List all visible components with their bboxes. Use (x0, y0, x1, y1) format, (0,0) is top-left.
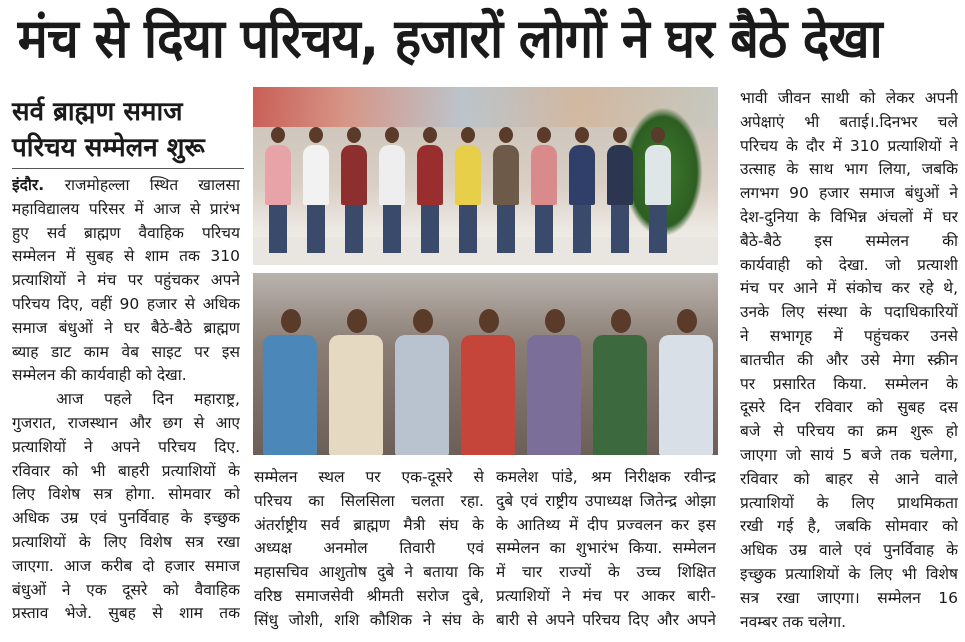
dateline: इंदौर. (12, 176, 65, 194)
text-line: दूसरे दिन रविवार को सुबह दस (740, 398, 958, 417)
person-figure (395, 335, 449, 455)
person-figure (461, 335, 515, 455)
text-span: राजमोहल्ला स्थित खालसा (64, 176, 240, 194)
text-line: देश-दुनिया के विभिन्न अंचलों में घर (740, 207, 958, 226)
article-column-2 (254, 466, 484, 633)
text-line: रविवार को बाहर से आने वाले (740, 469, 958, 488)
text-line: वरिष्ठ समाजसेवी श्रीमती सरोज दुबे, (254, 586, 484, 605)
text-line: लगभग 90 हजार समाज बंधुओं ने (740, 184, 958, 203)
text-line: अधिक उम्र वाले एवं पुनर्विवाह के (740, 541, 958, 560)
person-figure (263, 335, 317, 455)
text-line: नवम्बर तक चलेगा. (740, 612, 847, 631)
text-line: अंतर्राष्ट्रीय सर्व ब्राह्मण मैत्री संघ के (254, 515, 484, 534)
article-column-4 (740, 87, 958, 634)
text-line: कमलेश पांडे, श्रम निरीक्षक रवीन्द्र (496, 468, 716, 486)
text-line: सत्र रखा जाएगा। सम्मेलन 16 (740, 588, 958, 607)
person-figure (455, 145, 481, 205)
text-line: अधिक उम्र एवं पुनर्विवाह के इच्छुक (12, 509, 240, 528)
person-figure (569, 145, 595, 205)
person-figure (417, 145, 443, 205)
text-line: रविवार को भी बाहरी प्रत्याशियों के (12, 461, 240, 480)
text-line: बातचीत की और उसे मेगा स्क्रीन (740, 350, 958, 369)
text-line: उनके लिए संस्था के पदाधिकारियों (740, 303, 958, 322)
text-line: इच्छुक प्रत्याशियों के लिए भी विशेष (740, 564, 958, 583)
text-line: के आतिथ्य में दीप प्रज्वलन कर इस (496, 515, 716, 534)
headline: मंच से दिया परिचय, हजारों लोगों ने घर बैठे देखा (17, 7, 882, 70)
subheadline-line: परिचय सम्मेलन शुरू (12, 133, 205, 163)
text-line: ब्याह डाट काम वेब साइट पर इस (12, 342, 240, 361)
text-line: प्रत्याशियों ने मंच पर आकर बारी- (496, 586, 716, 605)
text-line: गुजरात, राजस्थान और छग से आए (12, 413, 240, 432)
person-figure (659, 335, 713, 455)
person-figure (329, 335, 383, 455)
text-line: पर प्रसारित किया. सम्मेलन के (740, 374, 958, 393)
person-figure (645, 145, 671, 205)
text-line: ने सभागृह में पहुंचकर उनसे (740, 326, 958, 345)
text-line: जाएगा. आज करीब दो हजार समाज (12, 556, 240, 575)
text-line: में चार राज्यों के उच्च शिक्षित (496, 563, 716, 582)
person-figure (341, 145, 367, 205)
text-line: प्रत्याशियों के लिए विशेष सत्र रखा (12, 532, 240, 551)
text-line: जाएगा जो सायं 5 बजे तक चलेगा, (740, 445, 958, 464)
text-line: सम्मेलन की कार्यवाही को देखा. (12, 366, 187, 385)
text-line (12, 174, 240, 198)
stage-photo (253, 87, 718, 265)
text-line: सम्मेलन का शुभारंभ किया. सम्मेलन (496, 539, 716, 558)
text-line: लिए विशेष सत्र होगा. सोमवार को (12, 485, 240, 504)
article-column-1 (12, 174, 240, 626)
text-line: परिचय का सिलसिला चलता रहा. (254, 491, 484, 510)
text-line: दुबे एवं राष्ट्रीय उपाध्यक्ष जितेन्द्र ओझा (496, 491, 716, 510)
text-line: बंधुओं ने एक दूसरे को वैवाहिक (12, 580, 240, 599)
text-line: बजे से परिचय का क्रम शुरू हो (740, 422, 958, 441)
text-line: सिंधु जोशी, शशि कौशिक ने संघ के (254, 610, 484, 629)
text-line: भावी जीवन साथी को लेकर अपनी (740, 89, 958, 107)
text-line: समाज बंधुओं ने घर बैठे-बैठे ब्राह्मण (12, 318, 240, 337)
person-figure (527, 335, 581, 455)
subheadline-line: सर्व ब्राह्मण समाज (12, 97, 183, 127)
text-line: बारी से अपने परिचय दिए और अपने (496, 610, 716, 629)
text-line: अपेक्षाएं भी बताई।.दिनभर चले (740, 112, 958, 131)
text-line: हुए सर्व ब्राह्मण वैवाहिक परिचय (12, 223, 240, 242)
text-line: बैठे-बैठे इस सम्मेलन की (740, 231, 958, 250)
text-line: सम्मेलन स्थल पर एक-दूसरे से (254, 468, 484, 486)
text-line: प्रस्ताव भेजे. सुबह से शाम तक (12, 604, 240, 623)
text-line: प्रत्याशियों के लिए प्राथमिकता (740, 493, 958, 512)
person-figure (265, 145, 291, 205)
person-figure (303, 145, 329, 205)
subheadline (12, 94, 244, 169)
text-line: प्रत्याशियों ने अपने परिचय दिए. (12, 437, 240, 456)
text-line: प्रत्याशियों ने मंच पर पहुंचकर अपने (12, 271, 240, 290)
person-figure (593, 335, 647, 455)
text-line: आज पहले दिन महाराष्ट्र, (56, 390, 240, 409)
text-line: कार्यवाही को देखा. जो प्रत्याशी (740, 255, 958, 274)
text-line: मंच पर आने में संकोच कर रहे थे, (740, 279, 958, 298)
text-line: उत्साह के साथ भाग लिया, जबकि (740, 160, 958, 179)
text-line: महासचिव आशुतोष दुबे ने बताया कि (254, 563, 484, 582)
text-line: सम्मेलन में सुबह से शाम तक 310 (12, 247, 240, 266)
text-line: रखी गई है, जबकि सोमवार को (740, 517, 958, 536)
person-figure (379, 145, 405, 205)
text-line: परिचय दिए, वहीं 90 हजार से अधिक (12, 294, 240, 313)
text-line: परिचय के दौर में 310 प्रत्याशियों ने (740, 136, 958, 155)
text-line: महाविद्यालय परिसर में आज से प्रारंभ (12, 199, 240, 218)
audience-photo (253, 273, 718, 455)
person-figure (493, 145, 519, 205)
article-column-3 (496, 466, 716, 633)
text-line: अध्यक्ष अनमोल तिवारी एवं (254, 539, 484, 558)
person-figure (531, 145, 557, 205)
person-figure (607, 145, 633, 205)
